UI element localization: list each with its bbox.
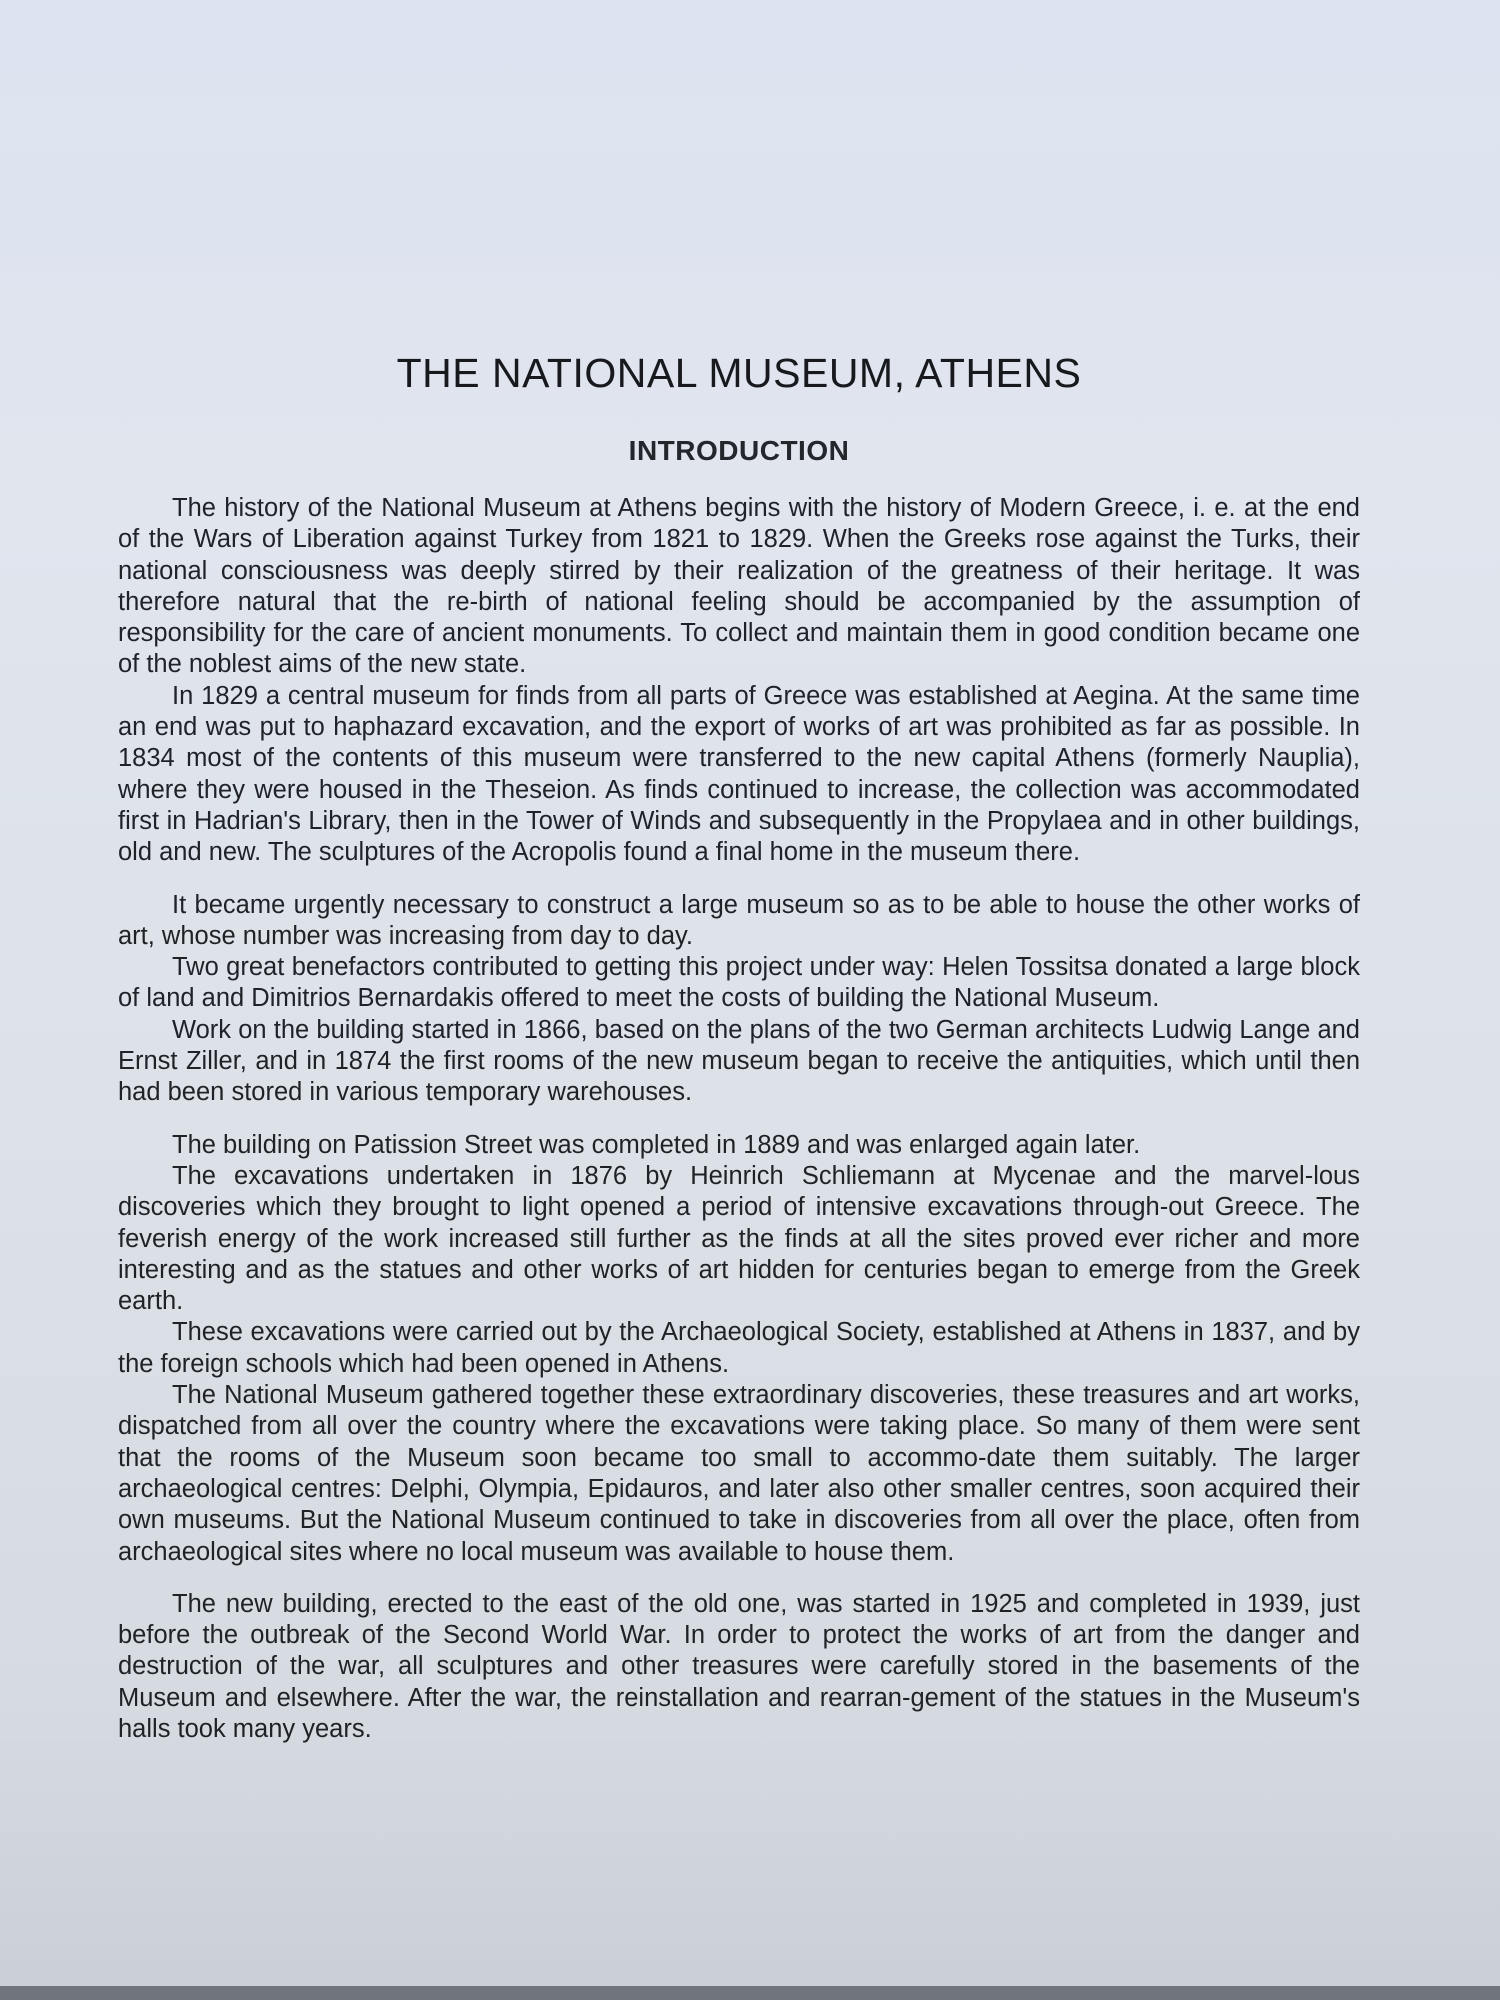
paragraph: The National Museum gathered together these extraordinary discoveries, these treasures and art works, dispatched from all over the country where the excavations were taking place. So many of them were sent that the rooms of the Museum soon became too small to accommo-date them suitably. The larger archaeological centres: Delphi, Olympia, Epidauros, and later also other smaller centres, soon acquired their own museums. But the National Museum continued to take in discoveries from all over the place, often from archaeological sites where no local museum was available to house them. <box>118 1381 1360 1566</box>
paragraph: Work on the building started in 1866, based on the plans of the two German architects Ludwig Lange and Ernst Ziller, and in 1874 the first rooms of the new museum began to receive the antiquities, which until then had been stored in various temporary warehouses. <box>118 1015 1360 1107</box>
paragraph: It became urgently necessary to construct a large museum so as to be able to house the other works of art, whose number was increasing from day to day. <box>118 890 1360 950</box>
paragraph: In 1829 a central museum for finds from all parts of Greece was established at Aegina. At the same time an end was put to haphazard excavation, and the export of works of art was prohibited as far as possible. In 1834 most of the contents of this museum were transferred to the new capital Athens (formerly Nauplia), where they were housed in the Theseion. As finds continued to increase, the collection was accommodated first in Hadrian's Library, then in the Tower of Winds and subsequently in the Propylaea and in other buildings, old and new. The sculptures of the Acropolis found a final home in the museum there. <box>118 681 1360 867</box>
paragraph: These excavations were carried out by the Archaeological Society, established at Athens in 1837, and by the foreign schools which had been opened in Athens. <box>118 1318 1360 1378</box>
section-heading: INTRODUCTION <box>628 435 850 466</box>
paragraph: The excavations undertaken in 1876 by Heinrich Schliemann at Mycenae and the marvel-lous discoveries which they brought to light opened a period of intensive excavations through-out Greece. The feverish energy of the work increased still further as the finds at all the sites proved ever richer and more interesting and as the statues and other works of art hidden for centuries began to emerge from the Greek earth. <box>118 1161 1360 1316</box>
paragraph: The new building, erected to the east of the old one, was started in 1925 and completed in 1939, just before the outbreak of the Second World War. In order to protect the works of art from the danger and destruction of the war, all sculptures and other treasures were carefully stored in the basements of the Museum and elsewhere. After the war, the reinstallation and rearran-gement of the statues in the Museum's halls took many years. <box>118 1589 1360 1743</box>
page-title: THE NATIONAL MUSEUM, ATHENS <box>396 350 1082 396</box>
paragraph: The building on Patission Street was completed in 1889 and was enlarged again later. <box>172 1130 1141 1159</box>
paragraph: The history of the National Museum at Athens begins with the history of Modern Greece, i. e. at the end of the Wars of Liberation against Turkey from 1821 to 1829. When the Greeks rose against the Turks, their national consciousness was deeply stirred by their realization of the greatness of their heritage. It was therefore natural that the re-birth of national feeling should be accompanied by the assumption of responsibility for the care of ancient monuments. To collect and maintain them in good condition became one of the noblest aims of the new state. <box>118 494 1360 679</box>
paragraph: Two great benefactors contributed to getting this project under way: Helen Tossitsa donated a large block of land and Dimitrios Bernardakis offered to meet the costs of building the National Museum. <box>118 953 1360 1013</box>
body-text <box>118 493 1360 1745</box>
